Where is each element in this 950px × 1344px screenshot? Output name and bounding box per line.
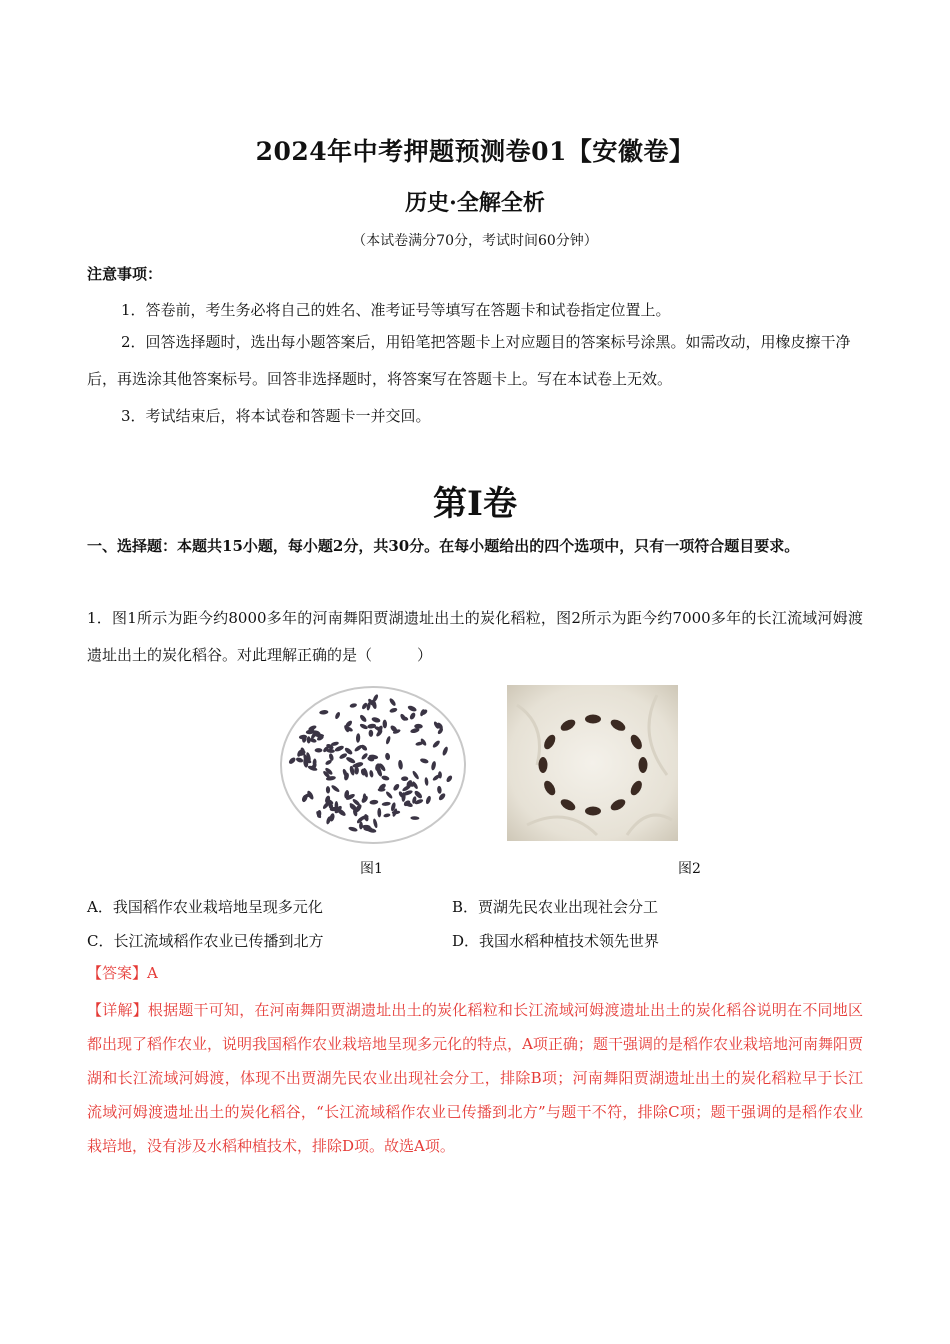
figure-2-image [507, 685, 678, 841]
analysis-text: 【详解】根据题干可知，在河南舞阳贾湖遗址出土的炭化稻粒和长江流域河姆渡遗址出土的炭化稻谷说明在不同地区都出现了稻作农业，说明我国稻作农业栽培地呈现多元化的特点，A项正确；题干强调的是稻作农业栽培地河南舞阳贾湖和长江流域河姆渡，体现不出贾湖先民农业出现社会分工，排除B项；河南舞阳贾湖遗址出土的炭化稻粒早于长江流域河姆渡遗址出土的炭化稻谷，“长江流域稻作农业已传播到北方”与题干不符，排除C项；题干强调的是稻作农业栽培地，没有涉及水稻种植技术，排除D项。故选A项。 [87, 1001, 863, 1155]
notice-heading: 注意事项： [87, 265, 163, 283]
rice-grain [585, 807, 601, 816]
notice-item-text: 2．回答选择题时，选出每小题答案后，用铅笔把答题卡上对应题目的答案标号涂黑。如需改动，用橡皮擦干净后，再选涂其他答案标号。回答非选择题时，将答案写在答题卡上。写在本试卷上无效。 [87, 333, 851, 388]
notice-item-text: 3．考试结束后，将本试卷和答题卡一并交回。 [121, 407, 431, 425]
rice-grain [585, 715, 601, 724]
volume-title: 第Ⅰ卷 [433, 484, 517, 524]
rice-grain [539, 757, 548, 773]
rice-grain [354, 767, 359, 775]
option-d: D．我国水稻种植技术领先世界 [452, 932, 660, 950]
figure-1-caption: 图1 [360, 861, 383, 877]
figure-1-image [278, 685, 468, 845]
section-heading: 一、选择题：本题共15小题，每小题2分，共30分。在每小题给出的四个选项中，只有一项符合题目要求。 [87, 537, 800, 555]
page-title: 2024年中考押题预测卷01【安徽卷】 [255, 137, 695, 166]
notice-item [87, 398, 863, 435]
answer-line: 【答案】A [87, 964, 158, 982]
score-note: （本试卷满分70分，考试时间60分钟） [352, 233, 598, 249]
option-c: C．长江流域稻作农业已传播到北方 [87, 932, 324, 950]
rice-grains-ring-illustration [507, 685, 678, 841]
question-stem: 1．图1所示为距今约8000多年的河南舞阳贾湖遗址出土的炭化稻粒，图2所示为距今约7000多年的长江流域河姆渡遗址出土的炭化稻谷。对此理解正确的是（ ） [87, 609, 863, 664]
figure-2-caption: 图2 [678, 861, 701, 877]
rice-grain [639, 757, 648, 773]
rice-grains-plate-illustration [278, 685, 468, 845]
option-b: B．贾湖先民农业出现社会分工 [452, 898, 659, 916]
option-a: A．我国稻作农业栽培地呈现多元化 [87, 898, 323, 916]
page-subtitle: 历史·全解全析 [405, 190, 545, 216]
notice-item-text: 1．答卷前，考生务必将自己的姓名、准考证号等填写在答题卡和试卷指定位置上。 [121, 301, 671, 319]
notice-item [87, 324, 863, 398]
